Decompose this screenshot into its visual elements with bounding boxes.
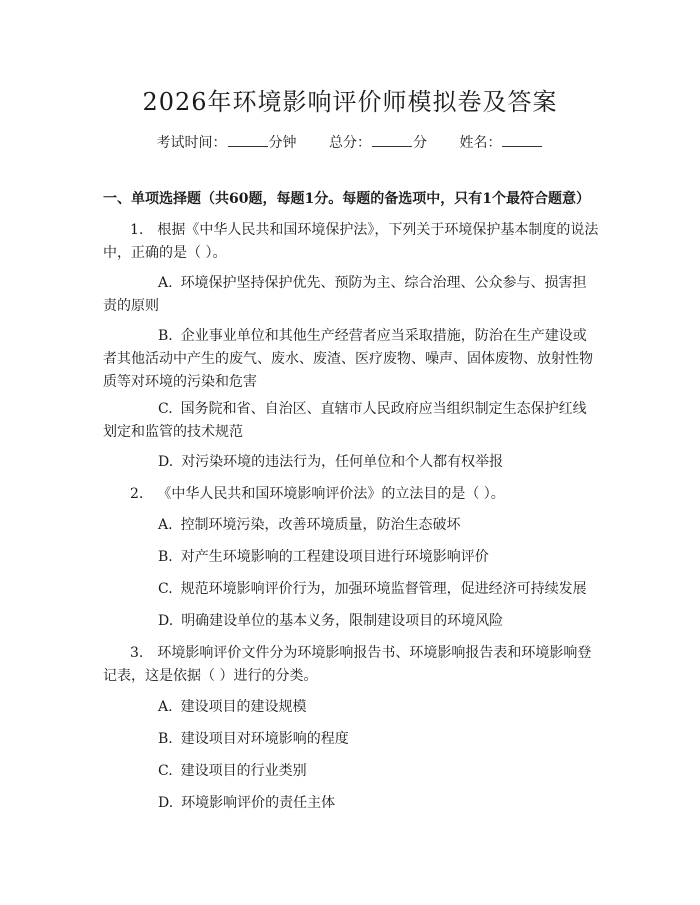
question-1-option-c xyxy=(103,398,600,444)
exam-time xyxy=(157,132,297,152)
total-score-label: 总分： xyxy=(329,135,371,151)
question-1-option-b xyxy=(103,325,600,394)
option-letter: A. xyxy=(158,517,173,533)
total-score-blank xyxy=(372,132,412,147)
option-letter: D. xyxy=(158,795,174,811)
option-letter: A. xyxy=(158,699,173,715)
option-letter: B. xyxy=(158,731,173,747)
option-letter: C. xyxy=(158,581,173,597)
student-name xyxy=(459,132,543,152)
option-text: 环境保护坚持保护优先、预防为主、综合治理、公众参与、损害担责的原则 xyxy=(103,275,587,314)
option-text: 环境影响评价的责任主体 xyxy=(181,795,336,811)
option-text: 控制环境污染，改善环境质量，防治生态破坏 xyxy=(180,517,461,533)
student-name-label: 姓名： xyxy=(459,135,502,151)
question-2-option-d xyxy=(103,610,600,633)
option-text: 国务院和省、自治区、直辖市人民政府应当组织制定生态保护红线划定和监管的技术规范 xyxy=(103,401,587,440)
option-text: 规范环境影响评价行为，加强环境监督管理，促进经济可持续发展 xyxy=(180,581,587,597)
question-2-text: 《中华人民共和国环境影响评价法》的立法目的是（ ）。 xyxy=(157,486,505,502)
question-2 xyxy=(103,483,600,506)
question-1-number: 1. xyxy=(130,222,144,238)
question-3-option-b xyxy=(103,728,600,751)
question-3-number: 3. xyxy=(130,645,144,661)
option-text: 建设项目的建设规模 xyxy=(180,699,307,715)
student-name-blank xyxy=(502,132,542,147)
total-score xyxy=(329,132,427,152)
exam-time-blank xyxy=(228,132,268,147)
question-2-option-a xyxy=(103,514,600,537)
exam-meta xyxy=(0,132,700,152)
exam-time-label: 考试时间： xyxy=(156,135,227,151)
option-text: 明确建设单位的基本义务，限制建设项目的环境风险 xyxy=(181,613,504,629)
question-1-text: 根据《中华人民共和国环境保护法》，下列关于环境保护基本制度的说法中，正确的是（ ）。 xyxy=(103,222,599,261)
question-2-option-b xyxy=(103,546,600,569)
option-letter: A. xyxy=(158,275,173,291)
question-1-option-a xyxy=(103,272,600,318)
total-score-unit: 分 xyxy=(413,135,427,151)
option-letter: D. xyxy=(158,454,174,470)
option-text: 对污染环境的违法行为，任何单位和个人都有权举报 xyxy=(181,454,504,470)
question-1 xyxy=(103,219,600,265)
option-text: 建设项目对环境影响的程度 xyxy=(180,731,349,747)
option-letter: B. xyxy=(158,549,173,565)
option-text: 建设项目的行业类别 xyxy=(180,763,307,779)
option-letter: C. xyxy=(158,401,173,417)
question-1-option-d xyxy=(103,451,600,474)
question-3-option-a xyxy=(103,696,600,719)
option-text: 企业事业单位和其他生产经营者应当采取措施，防治在生产建设或者其他活动中产生的废气、废水、废渣、医疗废物、噪声、固体废物、放射性物质等对环境的污染和危害 xyxy=(103,328,593,390)
option-letter: C. xyxy=(158,763,173,779)
section-heading: 一、单项选择题（共60题，每题1分。每题的备选项中，只有1个最符合题意） xyxy=(103,191,590,207)
question-3-option-d xyxy=(103,792,600,815)
question-2-number: 2. xyxy=(130,486,144,502)
exam-time-unit: 分钟 xyxy=(268,135,297,151)
option-text: 对产生环境影响的工程建设项目进行环境影响评价 xyxy=(180,549,489,565)
question-3 xyxy=(103,642,600,688)
document-title: 2026年环境影响评价师模拟卷及答案 xyxy=(142,88,558,116)
question-3-text: 环境影响评价文件分为环境影响报告书、环境影响报告表和环境影响登记表，这是依据（ ）进行的分类。 xyxy=(103,645,592,684)
question-3-option-c xyxy=(103,760,600,783)
option-letter: D. xyxy=(158,613,174,629)
option-letter: B. xyxy=(158,328,173,344)
question-2-option-c xyxy=(103,578,600,601)
